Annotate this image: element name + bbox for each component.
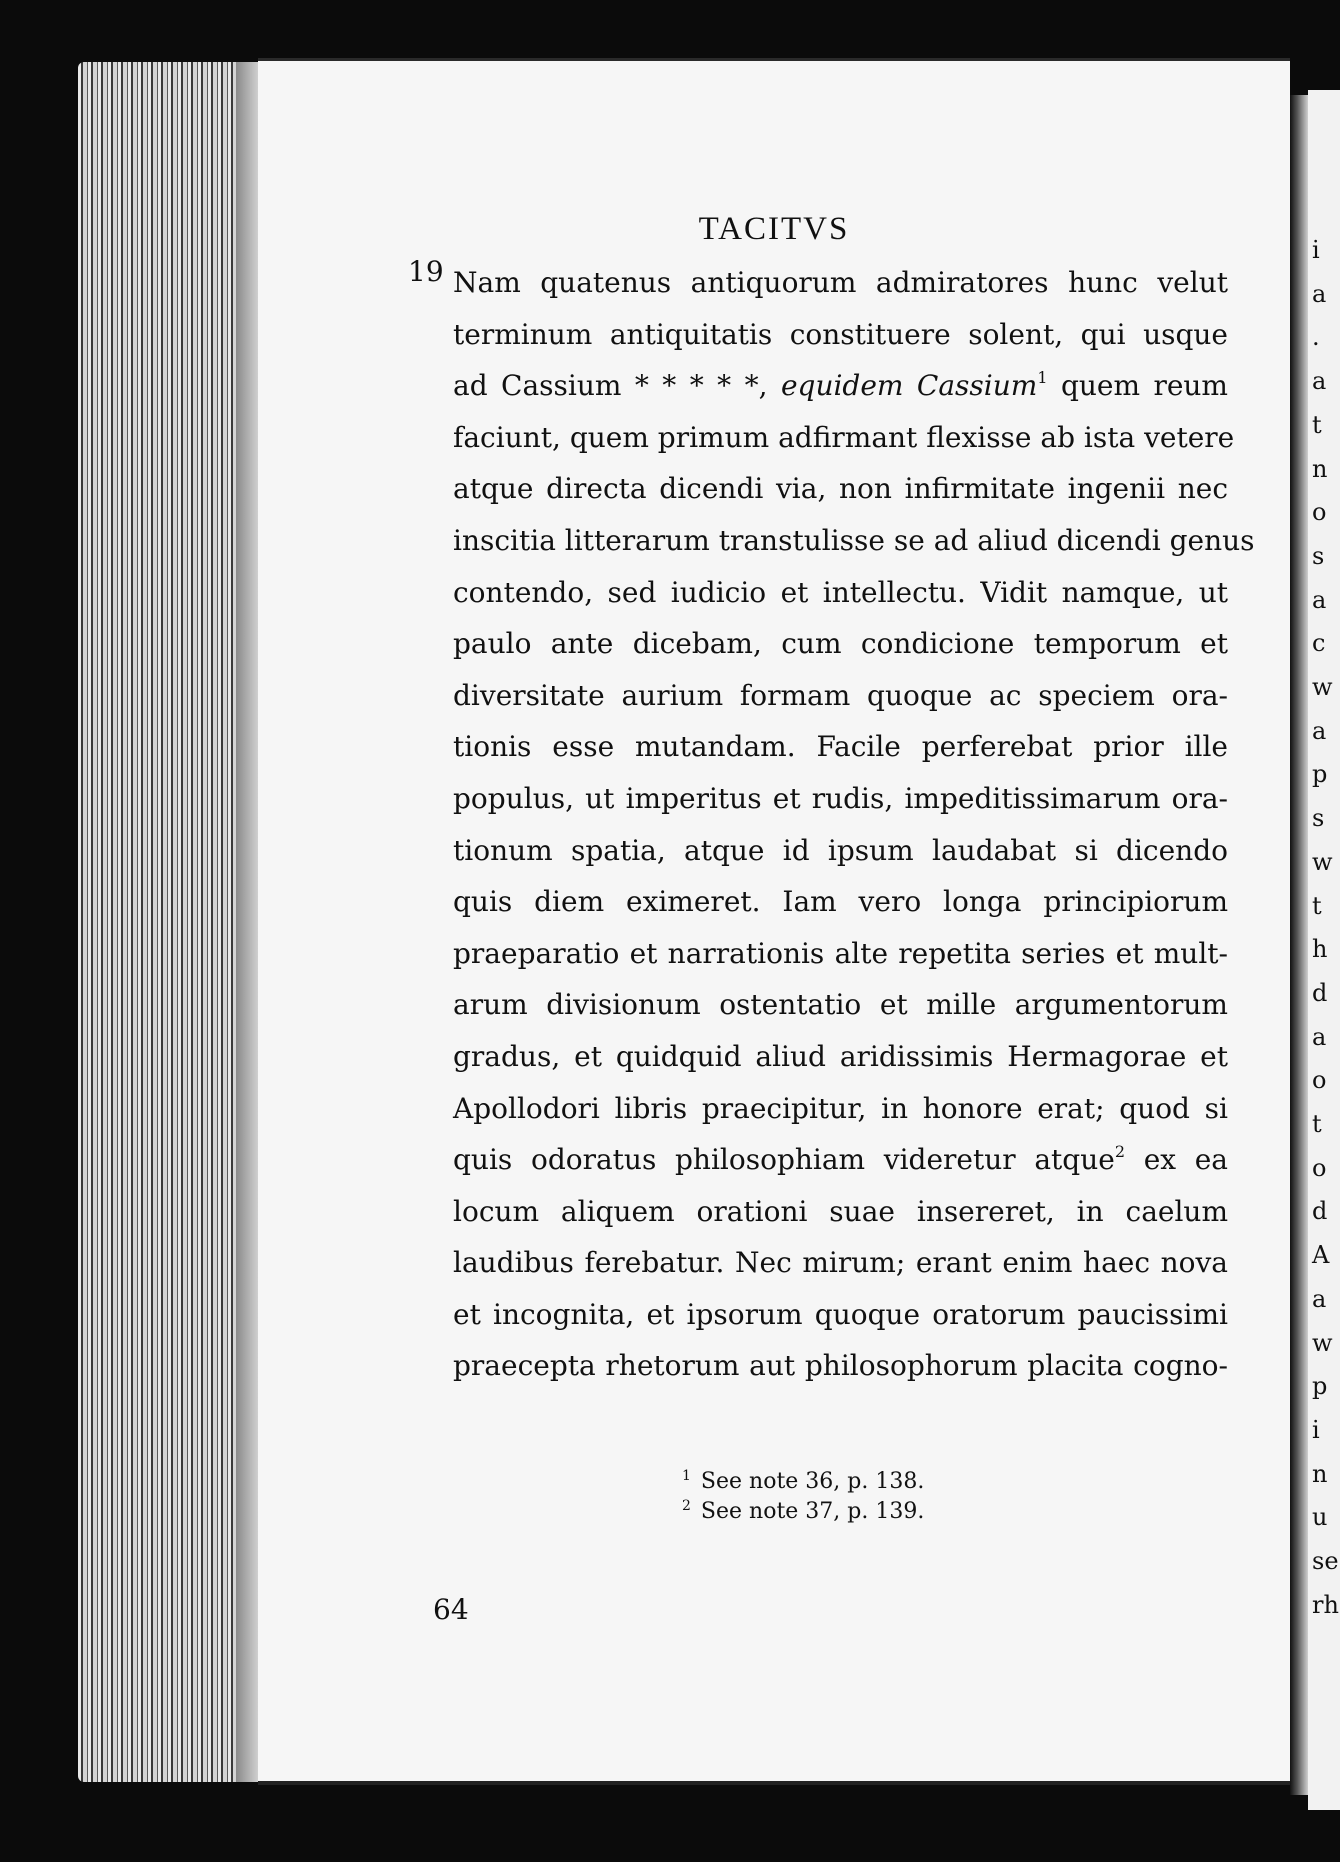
- text-line: praecepta rhetorum aut philosophorum placita cogno-: [453, 1349, 1228, 1383]
- facing-page-text-fragment: a: [1312, 1022, 1327, 1051]
- footnote-marker: 1: [1037, 368, 1048, 388]
- facing-page-text-fragment: i: [1312, 1415, 1320, 1444]
- facing-page-text-fragment: w: [1312, 847, 1333, 876]
- facing-page-text-fragment: n: [1312, 1459, 1328, 1488]
- facing-page-text-fragment: o: [1312, 1066, 1327, 1095]
- facing-page-text-fragment: A: [1312, 1241, 1330, 1270]
- text-line: locum aliquem orationi suae insereret, in caelum: [453, 1194, 1228, 1228]
- text-line: populus, ut imperitus et rudis, impeditissimarum ora-: [453, 781, 1228, 815]
- facing-page-text-fragment: t: [1312, 1110, 1322, 1138]
- footnotes: [682, 1467, 924, 1527]
- facing-page-text-fragment: a: [1312, 716, 1327, 745]
- facing-page-text-fragment: w: [1312, 673, 1333, 701]
- text-line: diversitate aurium formam quoque ac speciem ora-: [453, 678, 1228, 712]
- text-line: ad Cassium * * * * *, equidem Cassium$^1$ quem reum: [453, 368, 1228, 403]
- text-line: inscitia litterarum transtulisse se ad aliud dicendi genus: [453, 523, 1255, 557]
- text-line: et incognita, et ipsorum quoque oratorum paucissimi: [453, 1297, 1228, 1331]
- facing-page-text-fragment: a: [1312, 1284, 1327, 1313]
- running-head: TACITVS: [698, 211, 850, 247]
- facing-page-text-fragment: a: [1312, 279, 1327, 308]
- text-line: faciunt, quem primum adfirmant flexisse ab ista vetere: [453, 420, 1235, 454]
- text-line: laudibus ferebatur. Nec mirum; erant enim haec nova: [453, 1246, 1228, 1280]
- text-line: atque directa dicendi via, non infirmitate ingenii nec: [453, 472, 1228, 506]
- facing-page-text-fragment: h: [1312, 935, 1328, 964]
- text-line: praeparatio et narrationis alte repetita series et mult-: [453, 936, 1228, 970]
- facing-page-text-fragment: o: [1312, 1153, 1327, 1182]
- facing-page-text-fragment: t: [1312, 891, 1322, 920]
- facing-page-text-fragment: p: [1312, 760, 1328, 789]
- text-line: Nam quatenus antiquorum admiratores hunc velut: [453, 266, 1228, 299]
- text-line: quis odoratus philosophiam videretur atque$^2$ ex ea: [453, 1142, 1229, 1177]
- footnote-marker: 2: [1114, 1142, 1126, 1162]
- facing-page-text-fragment: s: [1312, 804, 1325, 833]
- facing-page-text-fragment: p: [1312, 1372, 1328, 1401]
- text-line: contendo, sed iudicio et intellectu. Vidit namque, ut: [453, 575, 1228, 609]
- book-page: [258, 58, 1290, 1785]
- text-line: paulo ante dicebam, cum condicione temporum et: [453, 627, 1228, 661]
- text-line: tionis esse mutandam. Facile perferebat prior ille: [453, 730, 1228, 764]
- facing-page-text-fragment: d: [1312, 978, 1328, 1007]
- page-edges-stack: [78, 62, 258, 1782]
- text-line: terminum antiquitatis constituere solent, qui usque: [453, 317, 1228, 351]
- facing-page-text-fragment: a: [1312, 367, 1327, 396]
- facing-page-text-fragment: rh: [1312, 1590, 1339, 1619]
- facing-page-text-fragment: t: [1312, 410, 1322, 439]
- facing-page-text-fragment: a: [1312, 585, 1327, 614]
- facing-page-text-fragment: o: [1312, 498, 1327, 527]
- text-line: Apollodori libris praecipitur, in honore erat; quod si: [453, 1091, 1228, 1125]
- facing-page-fragment: [1308, 90, 1340, 1810]
- text-line: tionum spatia, atque id ipsum laudabat si dicendo: [453, 833, 1228, 867]
- text-line: quis diem eximeret. Iam vero longa principiorum: [453, 885, 1228, 919]
- facing-page-text-fragment: n: [1312, 454, 1328, 483]
- facing-page-text-fragment: w: [1312, 1328, 1333, 1357]
- facing-page-text-fragment: i: [1312, 236, 1320, 264]
- italic-text: equidem Cassium: [780, 369, 1038, 403]
- facing-page-text-fragment: c: [1312, 629, 1326, 658]
- section-number: 19: [408, 255, 444, 288]
- facing-page-text-fragment: .: [1312, 323, 1320, 352]
- footnote: $^1$ See note 36, p. 138.: [682, 1468, 925, 1494]
- text-line: gradus, et quidquid aliud aridissimis Hermagorae et: [453, 1039, 1228, 1073]
- page-number: 64: [433, 1593, 469, 1626]
- facing-page-text-fragment: s: [1312, 541, 1325, 570]
- facing-page-text-fragment: d: [1312, 1197, 1328, 1226]
- facing-page-text-fragment: u: [1312, 1503, 1328, 1532]
- body-text: [453, 257, 1255, 1392]
- facing-page-text-fragment: se: [1312, 1547, 1339, 1575]
- facing-page-shadow: [1290, 95, 1308, 1795]
- text-line: arum divisionum ostentatio et mille argumentorum: [453, 988, 1228, 1022]
- footnote: $^2$ See note 37, p. 139.: [682, 1498, 925, 1524]
